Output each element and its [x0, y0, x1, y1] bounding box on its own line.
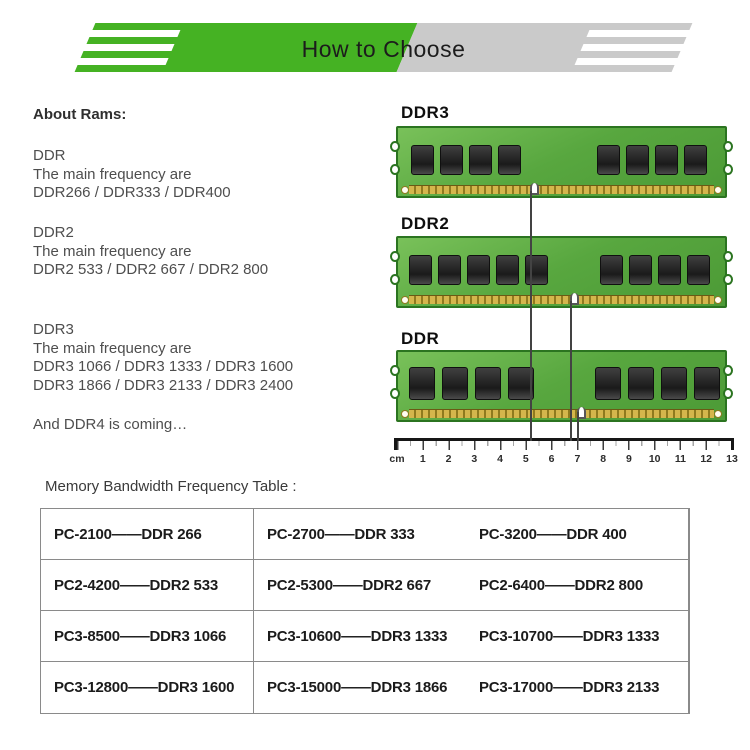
text-line: The main frequency are: [33, 242, 192, 260]
mount-hole: [714, 186, 722, 194]
memory-chip: [629, 255, 652, 285]
ddr4-footnote: And DDR4 is coming…: [33, 416, 188, 433]
text-line: DDR: [33, 147, 66, 164]
text-line: DDR2: [33, 224, 74, 241]
table-cell: PC3-12800——DDR3 1600: [41, 662, 254, 713]
chip-group-left: [409, 367, 534, 400]
ruler-tick-label: 12: [700, 453, 713, 465]
table-cell: PC3-15000——DDR3 1866: [267, 679, 448, 696]
ddr2-paragraph: [33, 224, 268, 280]
table-cell: PC3-8500——DDR3 1066: [41, 611, 254, 662]
memory-chip: [442, 367, 468, 400]
table-cell: PC2-4200——DDR2 533: [41, 560, 254, 611]
side-clip-notch: [390, 365, 400, 376]
memory-chip: [684, 145, 707, 175]
side-clip-notch: [390, 141, 400, 152]
ruler-labels: [386, 453, 743, 465]
memory-chip: [411, 145, 434, 175]
memory-chip: [438, 255, 461, 285]
ram-module-ddr3: [396, 126, 727, 198]
memory-chip: [655, 145, 678, 175]
gold-pin-strip: [409, 409, 714, 418]
side-clip-notch: [390, 164, 400, 175]
memory-chip: [409, 255, 432, 285]
side-clip-notch: [723, 388, 733, 399]
table-title: Memory Bandwidth Frequency Table :: [45, 478, 297, 495]
ruler-tick-label: 7: [574, 453, 581, 465]
memory-chip: [658, 255, 681, 285]
mount-hole: [401, 410, 409, 418]
memory-chip: [597, 145, 620, 175]
side-clip-notch: [723, 141, 733, 152]
ruler-tick-label: cm: [389, 453, 405, 465]
side-clip-notch: [723, 164, 733, 175]
gold-pin-strip: [409, 295, 714, 304]
chip-group-left: [411, 145, 521, 175]
text-line: DDR266 / DDR333 / DDR400: [33, 184, 231, 202]
side-clip-notch: [723, 365, 733, 376]
text-line: DDR3 1866 / DDR3 2133 / DDR3 2400: [33, 377, 294, 395]
side-clip-notch: [723, 274, 733, 285]
ram-module-ddr: [396, 350, 727, 422]
side-clip-notch: [390, 274, 400, 285]
memory-chip: [469, 145, 492, 175]
memory-chip: [440, 145, 463, 175]
module-label-ddr: DDR: [401, 329, 440, 348]
gold-pin-strip: [409, 185, 714, 194]
memory-chip: [467, 255, 490, 285]
page-title: How to Choose: [301, 36, 466, 62]
table-cell: PC3-10600——DDR3 1333: [254, 611, 466, 662]
text-line: DDR3: [33, 321, 74, 338]
memory-chip: [409, 367, 435, 400]
text-line: DDR2 533 / DDR2 667 / DDR2 800: [33, 261, 269, 279]
mount-hole: [714, 410, 722, 418]
ruler-tick-label: 8: [600, 453, 607, 465]
table-cell: PC-3200——DDR 400: [466, 509, 689, 560]
notch-indicator-line-ddr: [577, 412, 579, 441]
memory-chip: [496, 255, 519, 285]
memory-chip: [475, 367, 501, 400]
ruler-tick-label: 3: [471, 453, 478, 465]
ddr3-paragraph: [33, 321, 293, 396]
memory-chip: [694, 367, 720, 400]
memory-chip: [498, 145, 521, 175]
table-cell: PC-2100——DDR 266: [41, 509, 254, 560]
memory-chip: [595, 367, 621, 400]
ruler-tick-label: 5: [522, 453, 529, 465]
chip-group-right: [600, 255, 710, 285]
about-heading: About Rams:: [33, 106, 127, 123]
ruler-tick-label: 6: [548, 453, 555, 465]
text-line: The main frequency are: [33, 165, 192, 183]
mount-hole: [401, 186, 409, 194]
mount-hole: [401, 296, 409, 304]
table-cell: PC2-5300——DDR2 667: [254, 560, 466, 611]
notch-indicator-line-ddr2: [570, 301, 572, 441]
ddr-paragraph: [33, 147, 231, 203]
memory-chip: [628, 367, 654, 400]
memory-chip: [525, 255, 548, 285]
ruler-tick-label: 2: [445, 453, 452, 465]
module-label-ddr2: DDR2: [401, 214, 450, 233]
memory-chip: [687, 255, 710, 285]
ram-module-ddr2: [396, 236, 727, 308]
side-clip-notch: [390, 251, 400, 262]
ruler-tick-label: 10: [648, 453, 661, 465]
chip-group-right: [595, 367, 720, 400]
ruler-minor-ticks: [410, 441, 732, 446]
table-cell: PC2-6400——DDR2 800: [466, 560, 689, 611]
ruler-tick-label: 13: [726, 453, 738, 465]
mount-hole: [714, 296, 722, 304]
memory-bandwidth-table: [40, 508, 690, 714]
text-line: DDR3 1066 / DDR3 1333 / DDR3 1600: [33, 358, 294, 376]
side-clip-notch: [390, 388, 400, 399]
table-cell: PC3-10700——DDR3 1333: [466, 611, 689, 662]
ruler-tick-label: 1: [419, 453, 426, 465]
cm-ruler: [389, 438, 738, 466]
ruler-tick-label: 11: [674, 453, 686, 465]
memory-chip: [626, 145, 649, 175]
ruler-tick-label: 9: [625, 453, 632, 465]
table-cell: PC3-17000——DDR3 2133: [466, 662, 689, 713]
table-cell: PC-2700——DDR 333: [254, 509, 466, 560]
text-line: The main frequency are: [33, 339, 192, 357]
side-clip-notch: [723, 251, 733, 262]
chip-group-left: [409, 255, 548, 285]
module-label-ddr3: DDR3: [401, 103, 450, 122]
notch-indicator-line-ddr3: [530, 191, 532, 441]
memory-chip: [661, 367, 687, 400]
memory-chip: [600, 255, 623, 285]
chip-group-right: [597, 145, 707, 175]
ruler-tick-label: 4: [497, 453, 503, 465]
